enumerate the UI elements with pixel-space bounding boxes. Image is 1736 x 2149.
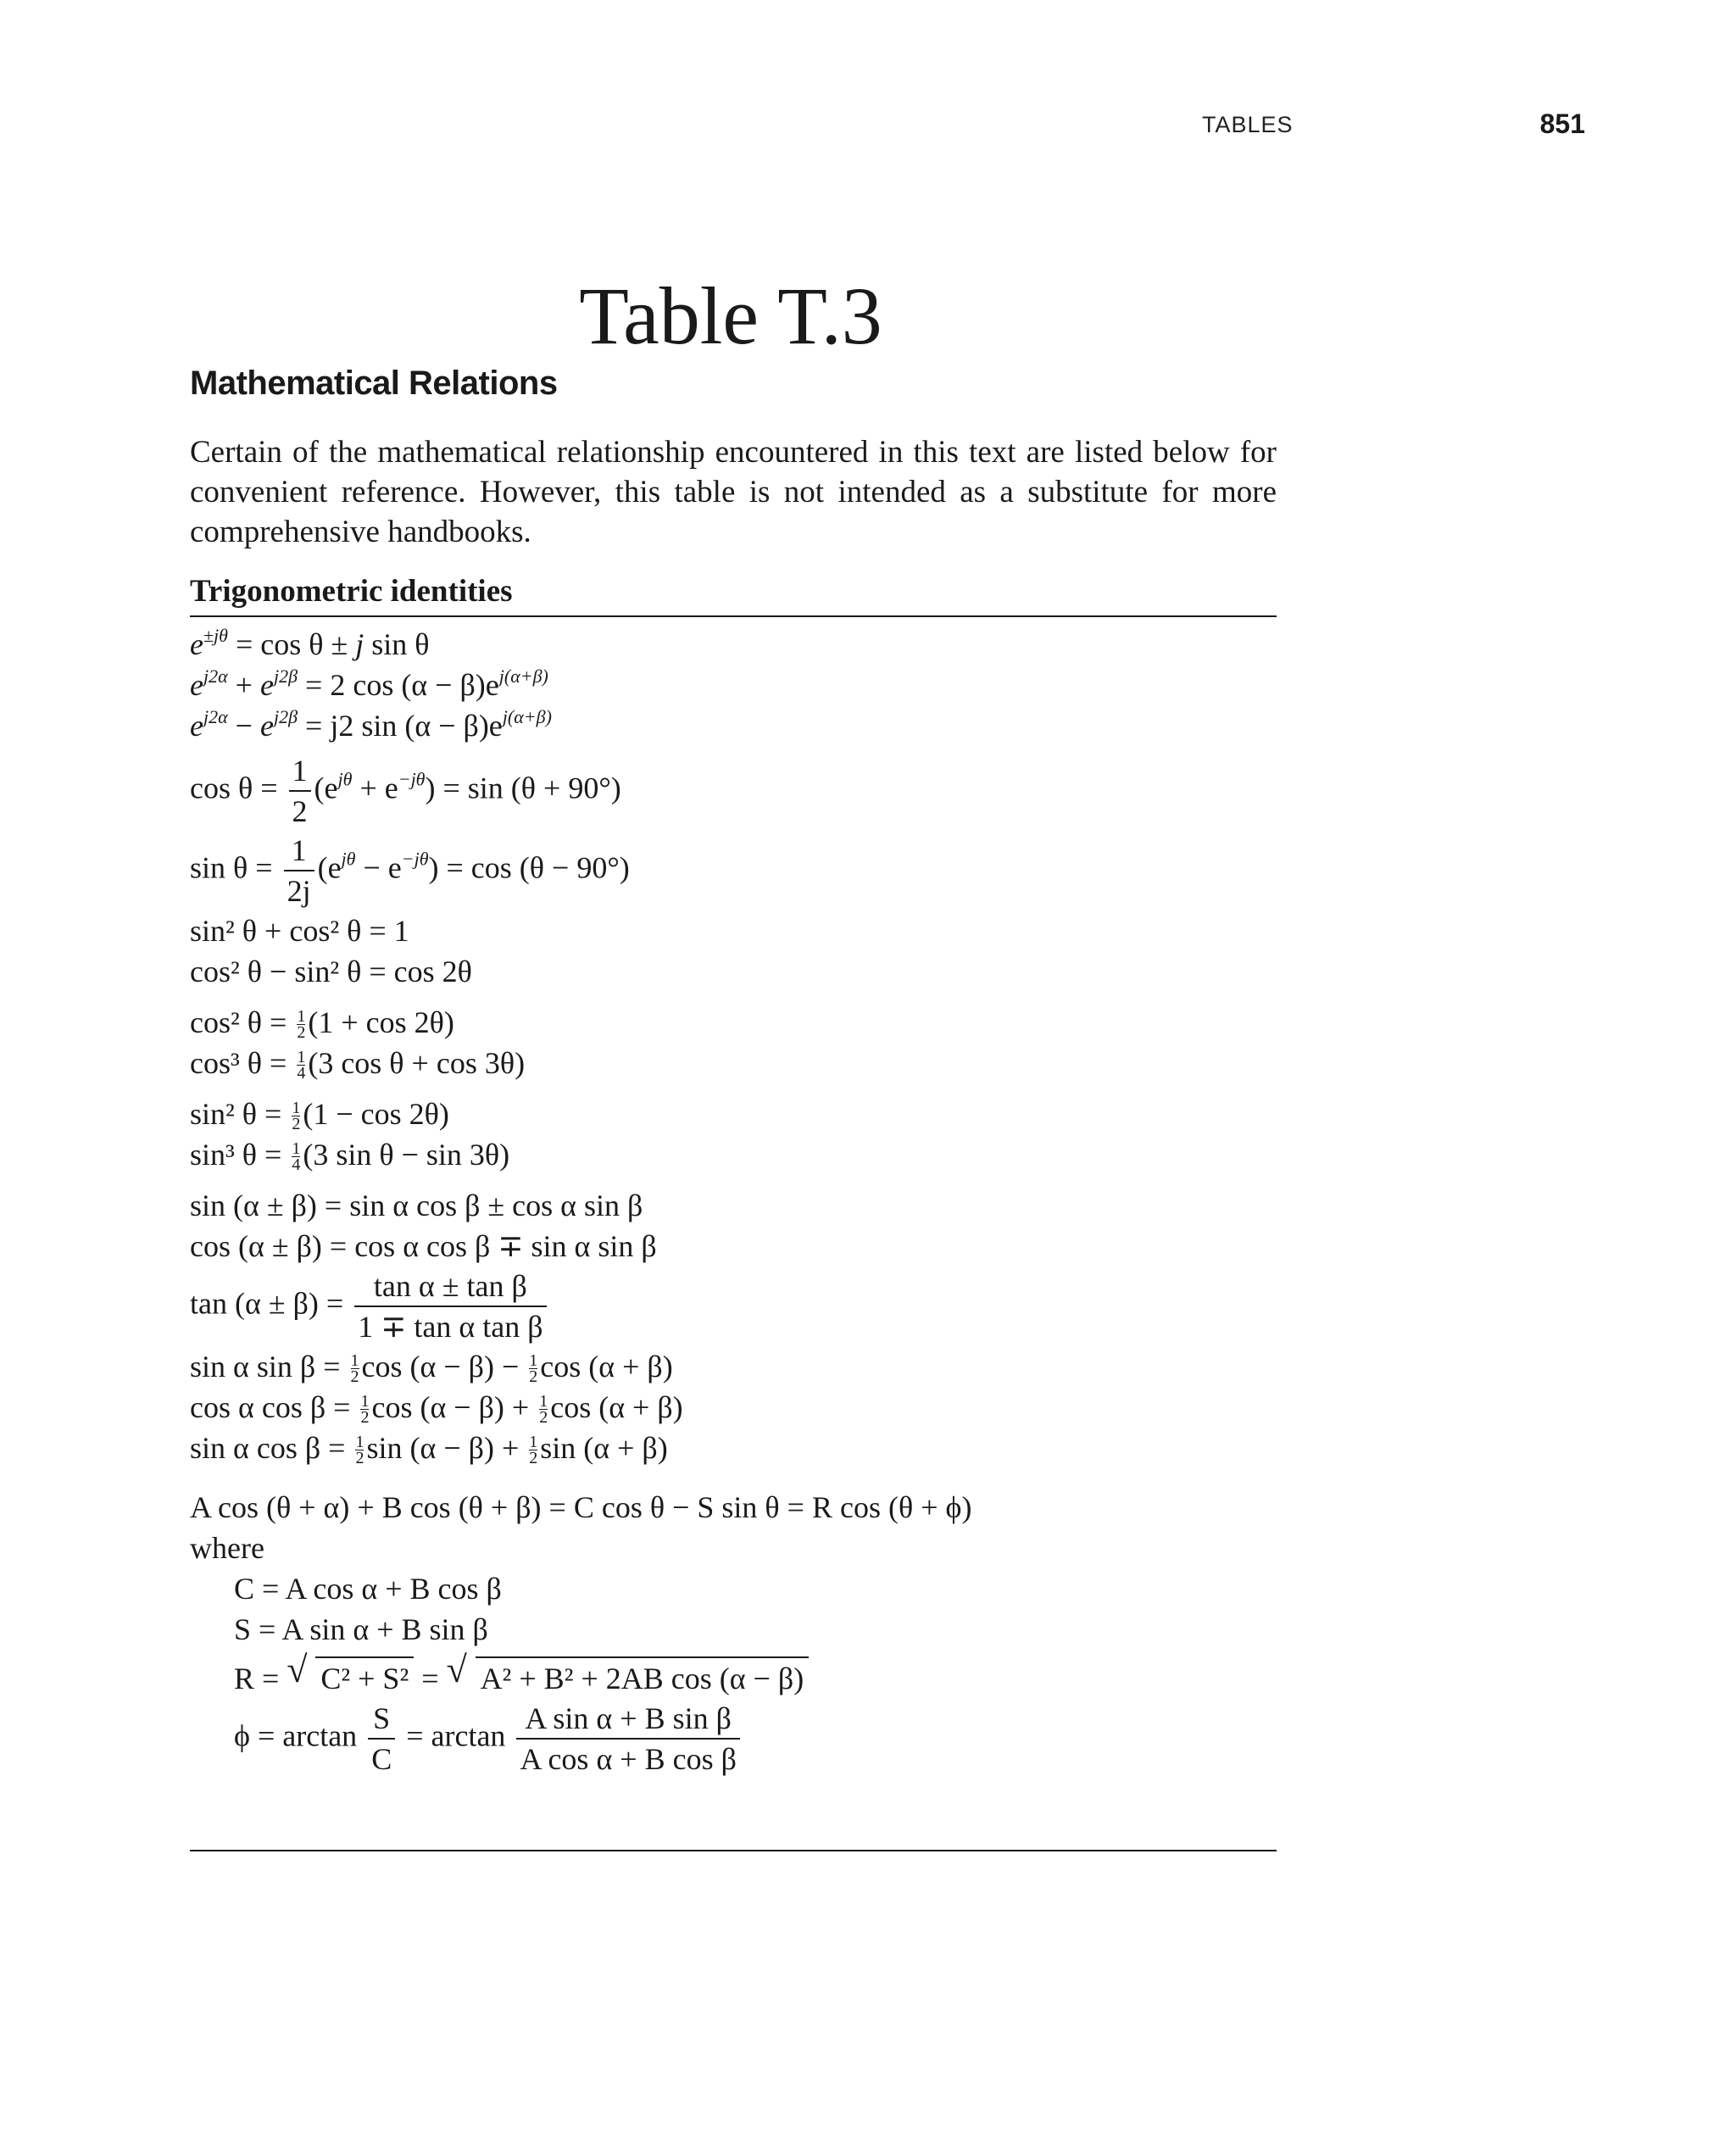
page-title: Table T.3 (579, 270, 882, 362)
exp-sum-identity: $e^{j2\alpha} + e^{j2\beta} = 2$ $\cos (\alpha - \beta)e^{j(\alpha+\beta)}$ (190, 665, 548, 702)
exp-diff-identity: $e^{j2\alpha} - e^{j2\beta} = j2$ $\sin (\alpha - \beta)e^{j(\alpha+\beta)}$ (190, 706, 552, 743)
sin-squared-identity: sin² θ = $\frac{1}{2}$ (1 − cos 2θ) (190, 1097, 449, 1133)
phasor-addition-identity: A cos (θ + α) + B cos (θ + β) = C cos θ − S sin θ = R cos (θ + ϕ) (190, 1490, 972, 1524)
sin-sin-product-identity: sin α sin β = $\frac{1}{2}$ cos (α − β) − $\frac{1}{2}$ cos (α + β) (190, 1350, 673, 1386)
square-root: √ C² + S² (287, 1656, 414, 1699)
fraction: $\frac{\text{tan α ± tan β}}{\text{1 ∓ tan α tan β}}$ (354, 1267, 546, 1346)
sine-sum-identity: sin (α ± β) = sin α cos β ± cos α sin β (190, 1189, 643, 1222)
section-heading: Mathematical Relations (190, 365, 558, 402)
running-header-section: TABLES (1202, 112, 1294, 137)
fraction: $\frac{1}{2j}$ (284, 831, 314, 910)
r-definition: R = √ C² + S² = √ A² + B² + 2AB cos (α − β) (190, 1656, 1283, 1699)
cosine-sum-identity: cos (α ± β) = cos α cos β ∓ sin α sin β (190, 1229, 657, 1263)
table-top-rule (190, 615, 1277, 617)
cos-squared-identity: cos² θ = $\frac{1}{2}$ (1 + cos 2θ) (190, 1005, 454, 1042)
pythagorean-identity: sin² θ + cos² θ = 1 (190, 914, 409, 948)
cos-cos-product-identity: cos α cos β = $\frac{1}{2}$ cos (α − β) + $\frac{1}{2}$ cos (α + β) (190, 1390, 683, 1427)
phi-definition: ϕ = arctan $\frac{S}{C}$ = arctan $\frac{\text{A sin α + B sin β}}{\text{A cos α + B cos β}}$ (190, 1699, 1283, 1779)
where-label: where (190, 1531, 264, 1565)
cosine-exponential-definition: cos θ = $\frac{1}{2}$ $(e^{j\theta} + e^{-j\theta}) = \sin (\theta + 90^\circ)$ (190, 751, 1283, 831)
intro-paragraph: Certain of the mathematical relationship encountered in this text are listed below for convenient reference. However, this table is not intended as a substitute for more comprehensive handbooks. (190, 435, 1277, 549)
fraction: $\frac{S}{C}$ (368, 1699, 395, 1779)
c-definition: C = A cos α + B cos β (234, 1572, 502, 1606)
euler-identity: $e^{\pm j\theta} = \cos \theta \pm j$ sin θ (190, 625, 430, 661)
subsection-heading: Trigonometric identities (190, 574, 513, 609)
sin-cubed-identity: sin³ θ = $\frac{1}{4}$ (3 sin θ − sin 3θ) (190, 1138, 510, 1174)
tangent-sum-identity: tan (α ± β) = $\frac{\text{tan α ± tan β}}{\text{1 ∓ tan α tan β}}$ (190, 1267, 1283, 1346)
identities-list (190, 624, 1283, 1779)
fraction: $\frac{1}{2}$ (289, 751, 311, 831)
sin-cos-product-identity: sin α cos β = $\frac{1}{2}$ sin (α − β) + $\frac{1}{2}$ sin (α + β) (190, 1431, 668, 1467)
page-number: 851 (1539, 109, 1585, 139)
fraction: $\frac{\text{A sin α + B sin β}}{\text{A cos α + B cos β}}$ (516, 1699, 739, 1779)
table-bottom-rule (190, 1850, 1277, 1851)
sine-exponential-definition: sin θ = $\frac{1}{2j}$ $(e^{j\theta} - e^{-j\theta}) = \cos (\theta - 90^\circ)$ (190, 831, 1283, 910)
cos-cubed-identity: cos³ θ = $\frac{1}{4}$ (3 cos θ + cos 3θ) (190, 1046, 526, 1083)
s-definition: S = A sin α + B sin β (234, 1612, 488, 1646)
double-angle-identity: cos² θ − sin² θ = cos 2θ (190, 955, 472, 988)
square-root: √ A² + B² + 2AB cos (α − β) (447, 1656, 810, 1699)
